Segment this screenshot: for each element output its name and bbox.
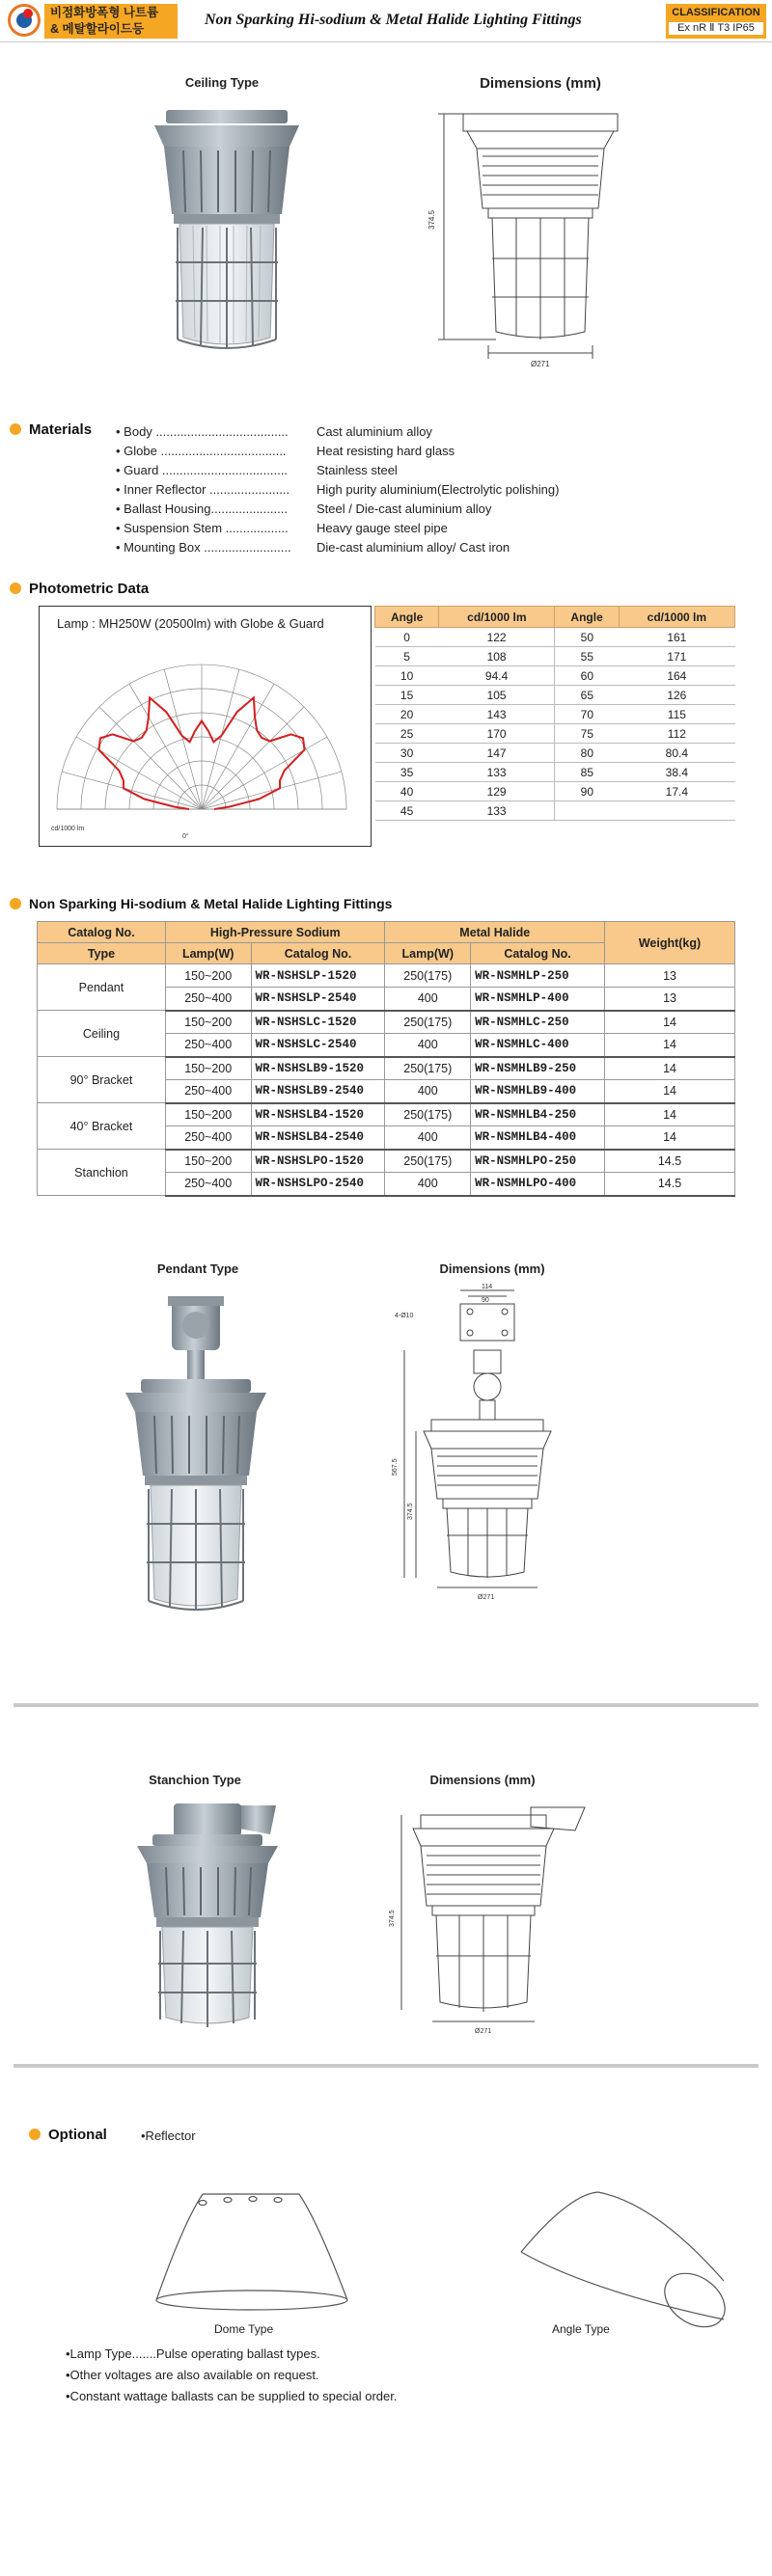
list-item xyxy=(116,461,656,480)
table-cell: 105 xyxy=(439,686,555,705)
table-cell: 14 xyxy=(605,1080,735,1103)
table-cell: 400 xyxy=(385,1173,471,1196)
table-cell: 94.4 xyxy=(439,666,555,686)
table-cell: 65 xyxy=(555,686,619,705)
table-cell: 250(175) xyxy=(385,1011,471,1034)
ceiling-type-caption: Ceiling Type xyxy=(184,75,260,90)
ceiling-height-label: 374.5 xyxy=(427,209,436,230)
table-cell: 40 xyxy=(375,782,439,801)
table-cell: WR-NSHSLB4-2540 xyxy=(251,1126,385,1150)
classification-value: Ex nR Ⅱ T3 IP65 xyxy=(669,22,763,35)
table-cell: 133 xyxy=(439,763,555,782)
table-cell: 126 xyxy=(619,686,734,705)
table-row xyxy=(375,686,735,705)
material-key: • Body ...................................... xyxy=(116,424,289,439)
table-cell: 400 xyxy=(385,988,471,1011)
pendant-dim-114: 114 xyxy=(482,1284,493,1290)
table-cell xyxy=(619,801,734,821)
bullet-dot-icon xyxy=(10,423,21,435)
table-cell: WR-NSMHLPO-400 xyxy=(471,1173,605,1196)
list-item xyxy=(116,519,656,538)
pendant-height-total-label: 567.5 xyxy=(392,1458,399,1476)
table-cell: 38.4 xyxy=(619,763,734,782)
pendant-fixture-image xyxy=(114,1292,278,1620)
material-value: Cast aluminium alloy xyxy=(317,424,432,439)
page-header xyxy=(0,0,772,42)
table-row xyxy=(375,801,735,821)
table-cell: 250~400 xyxy=(165,1126,251,1150)
table-cell: 150~200 xyxy=(165,1011,251,1034)
table-cell: 164 xyxy=(619,666,734,686)
catalog-header-weight: Weight(kg) xyxy=(605,922,735,964)
table-cell: 250~400 xyxy=(165,1080,251,1103)
table-cell: WR-NSHSLPO-2540 xyxy=(251,1173,385,1196)
table-cell: 50 xyxy=(555,628,619,647)
table-cell: 112 xyxy=(619,724,734,744)
table-cell: WR-NSHSLC-1520 xyxy=(251,1011,385,1034)
brand-line-1: 비점화방폭형 나트륨 xyxy=(50,6,159,19)
stanchion-width-label: Ø271 xyxy=(475,2028,492,2035)
table-cell: 14.5 xyxy=(605,1150,735,1173)
polar-chart-panel xyxy=(39,606,372,847)
polar-chart xyxy=(47,637,364,840)
table-cell: 13 xyxy=(605,988,735,1011)
material-key: • Globe .................................... xyxy=(116,444,287,458)
table-cell: 250(175) xyxy=(385,964,471,988)
table-cell: 250~400 xyxy=(165,1173,251,1196)
table-row xyxy=(38,1057,735,1080)
ceiling-width-label: Ø271 xyxy=(531,360,550,368)
table-cell: 75 xyxy=(555,724,619,744)
catalog-header-lamp: Lamp(W) xyxy=(165,943,251,964)
catalog-type-cell: Ceiling xyxy=(38,1011,166,1057)
table-cell: 133 xyxy=(439,801,555,821)
material-value: Heavy gauge steel pipe xyxy=(317,521,448,535)
table-cell: 60 xyxy=(555,666,619,686)
table-cell: 171 xyxy=(619,647,734,666)
optional-heading xyxy=(29,2127,107,2143)
angle-type-label: Angle Type xyxy=(552,2322,610,2336)
optional-subtitle: •Reflector xyxy=(141,2129,196,2143)
table-cell: 14 xyxy=(605,1103,735,1126)
table-row xyxy=(38,1103,735,1126)
pendant-hole-label: 4-Ø10 xyxy=(395,1313,414,1319)
table-cell: WR-NSMHLP-250 xyxy=(471,964,605,988)
material-value: Steel / Die-cast aluminium alloy xyxy=(317,502,492,516)
table-cell: WR-NSHSLPO-1520 xyxy=(251,1150,385,1173)
table-cell: 70 xyxy=(555,705,619,724)
table-cell: 30 xyxy=(375,744,439,763)
stanchion-height-label: 374.5 xyxy=(389,1910,396,1927)
table-cell: 10 xyxy=(375,666,439,686)
stanchion-type-caption: Stanchion Type xyxy=(149,1773,241,1787)
angle-reflector-drawing xyxy=(511,2184,743,2339)
table-cell: WR-NSMHLB9-250 xyxy=(471,1057,605,1080)
stanchion-dimension-drawing xyxy=(386,1802,598,2043)
table-cell: 90 xyxy=(555,782,619,801)
catalog-header-catno-2: Catalog No. xyxy=(471,943,605,964)
table-row xyxy=(375,628,735,647)
pendant-dim-90: 90 xyxy=(482,1297,489,1304)
table-row xyxy=(375,744,735,763)
table-cell: 400 xyxy=(385,1126,471,1150)
catalog-table xyxy=(37,921,735,1197)
pendant-height-label: 374.5 xyxy=(407,1503,414,1520)
table-cell: 14 xyxy=(605,1011,735,1034)
table-cell: 14 xyxy=(605,1057,735,1080)
table-row xyxy=(375,763,735,782)
stanchion-fixture-image xyxy=(124,1800,288,2031)
pendant-dimension-drawing xyxy=(381,1283,603,1601)
table-cell: 150~200 xyxy=(165,1103,251,1126)
table-cell: WR-NSMHLB4-250 xyxy=(471,1103,605,1126)
polar-scale-label: cd/1000 lm xyxy=(51,826,85,832)
dome-type-label: Dome Type xyxy=(214,2322,274,2336)
brand-label xyxy=(44,4,178,39)
table-cell: 250(175) xyxy=(385,1057,471,1080)
table-cell: 161 xyxy=(619,628,734,647)
table-cell: 250~400 xyxy=(165,988,251,1011)
polar-zero-label: 0° xyxy=(182,833,189,840)
table-cell: WR-NSHSLP-1520 xyxy=(251,964,385,988)
polar-grid-spoke xyxy=(202,737,327,809)
classification-badge xyxy=(666,4,766,39)
catalog-heading xyxy=(10,896,392,911)
table-cell: WR-NSHSLB9-2540 xyxy=(251,1080,385,1103)
table-cell: 15 xyxy=(375,686,439,705)
table-cell: WR-NSHSLC-2540 xyxy=(251,1034,385,1057)
material-key: • Ballast Housing...................... xyxy=(116,502,288,516)
table-row xyxy=(375,724,735,744)
list-item xyxy=(116,422,656,442)
table-cell: 45 xyxy=(375,801,439,821)
table-cell: 14.5 xyxy=(605,1173,735,1196)
table-cell: 13 xyxy=(605,964,735,988)
optional-notes xyxy=(66,2344,397,2407)
table-cell: WR-NSHSLB9-1520 xyxy=(251,1057,385,1080)
pendant-width-label: Ø271 xyxy=(478,1594,495,1601)
table-cell: 115 xyxy=(619,705,734,724)
polar-grid-spoke xyxy=(76,737,202,809)
table-row xyxy=(375,705,735,724)
section-divider xyxy=(14,1703,758,1707)
material-value: Heat resisting hard glass xyxy=(317,444,455,458)
table-row xyxy=(375,647,735,666)
table-cell: 5 xyxy=(375,647,439,666)
table-cell: WR-NSHSLB4-1520 xyxy=(251,1103,385,1126)
note-item: •Lamp Type.......Pulse operating ballast types. xyxy=(66,2346,320,2361)
list-item xyxy=(116,442,656,461)
table-cell: WR-NSHSLP-2540 xyxy=(251,988,385,1011)
ceiling-dimensions-title: Dimensions (mm) xyxy=(480,75,601,92)
material-value: High purity aluminium(Electrolytic polishing) xyxy=(317,482,560,497)
table-cell: 14 xyxy=(605,1034,735,1057)
materials-title: Materials xyxy=(29,421,93,438)
table-cell: 250(175) xyxy=(385,1103,471,1126)
table-cell: WR-NSMHLPO-250 xyxy=(471,1150,605,1173)
polar-grid-spoke xyxy=(202,707,304,809)
table-cell: 17.4 xyxy=(619,782,734,801)
table-cell: 143 xyxy=(439,705,555,724)
table-cell: 20 xyxy=(375,705,439,724)
catalog-type-cell: Pendant xyxy=(38,964,166,1011)
table-cell: 35 xyxy=(375,763,439,782)
material-key: • Suspension Stem .................. xyxy=(116,521,289,535)
catalog-header-hps: High-Pressure Sodium xyxy=(165,922,385,943)
catalog-type-cell: 40° Bracket xyxy=(38,1103,166,1150)
material-key: • Guard .................................... xyxy=(116,463,288,477)
material-key: • Mounting Box ......................... xyxy=(116,540,291,555)
photo-header-angle: Angle xyxy=(375,607,439,628)
table-row xyxy=(38,1150,735,1173)
ceiling-dimension-drawing xyxy=(425,104,656,374)
polar-grid-spoke xyxy=(129,684,202,809)
bullet-dot-icon xyxy=(10,898,21,909)
table-cell: 122 xyxy=(439,628,555,647)
classification-label: CLASSIFICATION xyxy=(672,7,760,18)
table-cell: 80.4 xyxy=(619,744,734,763)
photo-header-cd: cd/1000 lm xyxy=(439,607,555,628)
catalog-header-mh: Metal Halide xyxy=(385,922,605,943)
table-cell: WR-NSMHLB9-400 xyxy=(471,1080,605,1103)
table-cell: WR-NSMHLC-250 xyxy=(471,1011,605,1034)
materials-list xyxy=(116,422,656,557)
table-cell: 250~400 xyxy=(165,1034,251,1057)
photometric-table xyxy=(374,606,735,821)
note-item: •Constant wattage ballasts can be supplied to special order. xyxy=(66,2389,398,2403)
table-cell: 25 xyxy=(375,724,439,744)
table-row xyxy=(38,964,735,988)
company-logo-icon xyxy=(8,4,41,37)
pendant-type-caption: Pendant Type xyxy=(156,1261,239,1276)
table-row xyxy=(375,666,735,686)
section-divider xyxy=(14,2064,758,2068)
catalog-header-catalog: Catalog No. xyxy=(38,922,166,943)
brand-line-2: & 메탈할라이드등 xyxy=(50,22,145,36)
note-item: •Other voltages are also available on request. xyxy=(66,2368,319,2382)
bullet-dot-icon xyxy=(10,583,21,594)
catalog-type-cell: 90° Bracket xyxy=(38,1057,166,1103)
pendant-dimensions-title: Dimensions (mm) xyxy=(439,1261,545,1276)
table-cell: 150~200 xyxy=(165,1150,251,1173)
photo-header-cd-2: cd/1000 lm xyxy=(619,607,734,628)
photometric-title: Photometric Data xyxy=(29,581,150,597)
table-cell: 85 xyxy=(555,763,619,782)
table-cell: 250(175) xyxy=(385,1150,471,1173)
table-cell: WR-NSMHLP-400 xyxy=(471,988,605,1011)
bullet-dot-icon xyxy=(29,2129,41,2140)
catalog-header-lamp-2: Lamp(W) xyxy=(385,943,471,964)
catalog-type-cell: Stanchion xyxy=(38,1150,166,1196)
list-item xyxy=(116,500,656,519)
list-item xyxy=(116,538,656,557)
table-cell xyxy=(555,801,619,821)
table-cell: 147 xyxy=(439,744,555,763)
photometric-heading xyxy=(10,581,149,597)
material-key: • Inner Reflector ....................... xyxy=(116,482,290,497)
ceiling-fixture-image xyxy=(145,108,309,359)
table-cell: 170 xyxy=(439,724,555,744)
page-title: Non Sparking Hi-sodium & Metal Halide Lighting Fittings xyxy=(205,12,582,28)
materials-heading xyxy=(10,421,92,438)
table-cell: 129 xyxy=(439,782,555,801)
polar-grid-spoke xyxy=(99,707,202,809)
table-cell: 80 xyxy=(555,744,619,763)
table-cell: WR-NSMHLC-400 xyxy=(471,1034,605,1057)
table-row xyxy=(375,782,735,801)
table-cell: WR-NSMHLB4-400 xyxy=(471,1126,605,1150)
polar-lamp-label: Lamp : MH250W (20500lm) with Globe & Guard xyxy=(57,616,324,631)
optional-title: Optional xyxy=(48,2127,107,2143)
polar-grid-spoke xyxy=(202,684,274,809)
catalog-title: Non Sparking Hi-sodium & Metal Halide Lighting Fittings xyxy=(29,896,393,911)
table-cell: 55 xyxy=(555,647,619,666)
catalog-header-type: Type xyxy=(38,943,166,964)
dome-reflector-drawing xyxy=(145,2184,367,2319)
photo-header-angle-2: Angle xyxy=(555,607,619,628)
table-row xyxy=(38,1011,735,1034)
list-item xyxy=(116,480,656,500)
table-cell: 150~200 xyxy=(165,964,251,988)
table-cell: 14 xyxy=(605,1126,735,1150)
catalog-header-catno: Catalog No. xyxy=(251,943,385,964)
material-value: Die-cast aluminium alloy/ Cast iron xyxy=(317,540,510,555)
material-value: Stainless steel xyxy=(317,463,398,477)
table-cell: 108 xyxy=(439,647,555,666)
table-cell: 400 xyxy=(385,1080,471,1103)
table-cell: 400 xyxy=(385,1034,471,1057)
table-cell: 0 xyxy=(375,628,439,647)
stanchion-dimensions-title: Dimensions (mm) xyxy=(429,1773,536,1787)
table-cell: 150~200 xyxy=(165,1057,251,1080)
